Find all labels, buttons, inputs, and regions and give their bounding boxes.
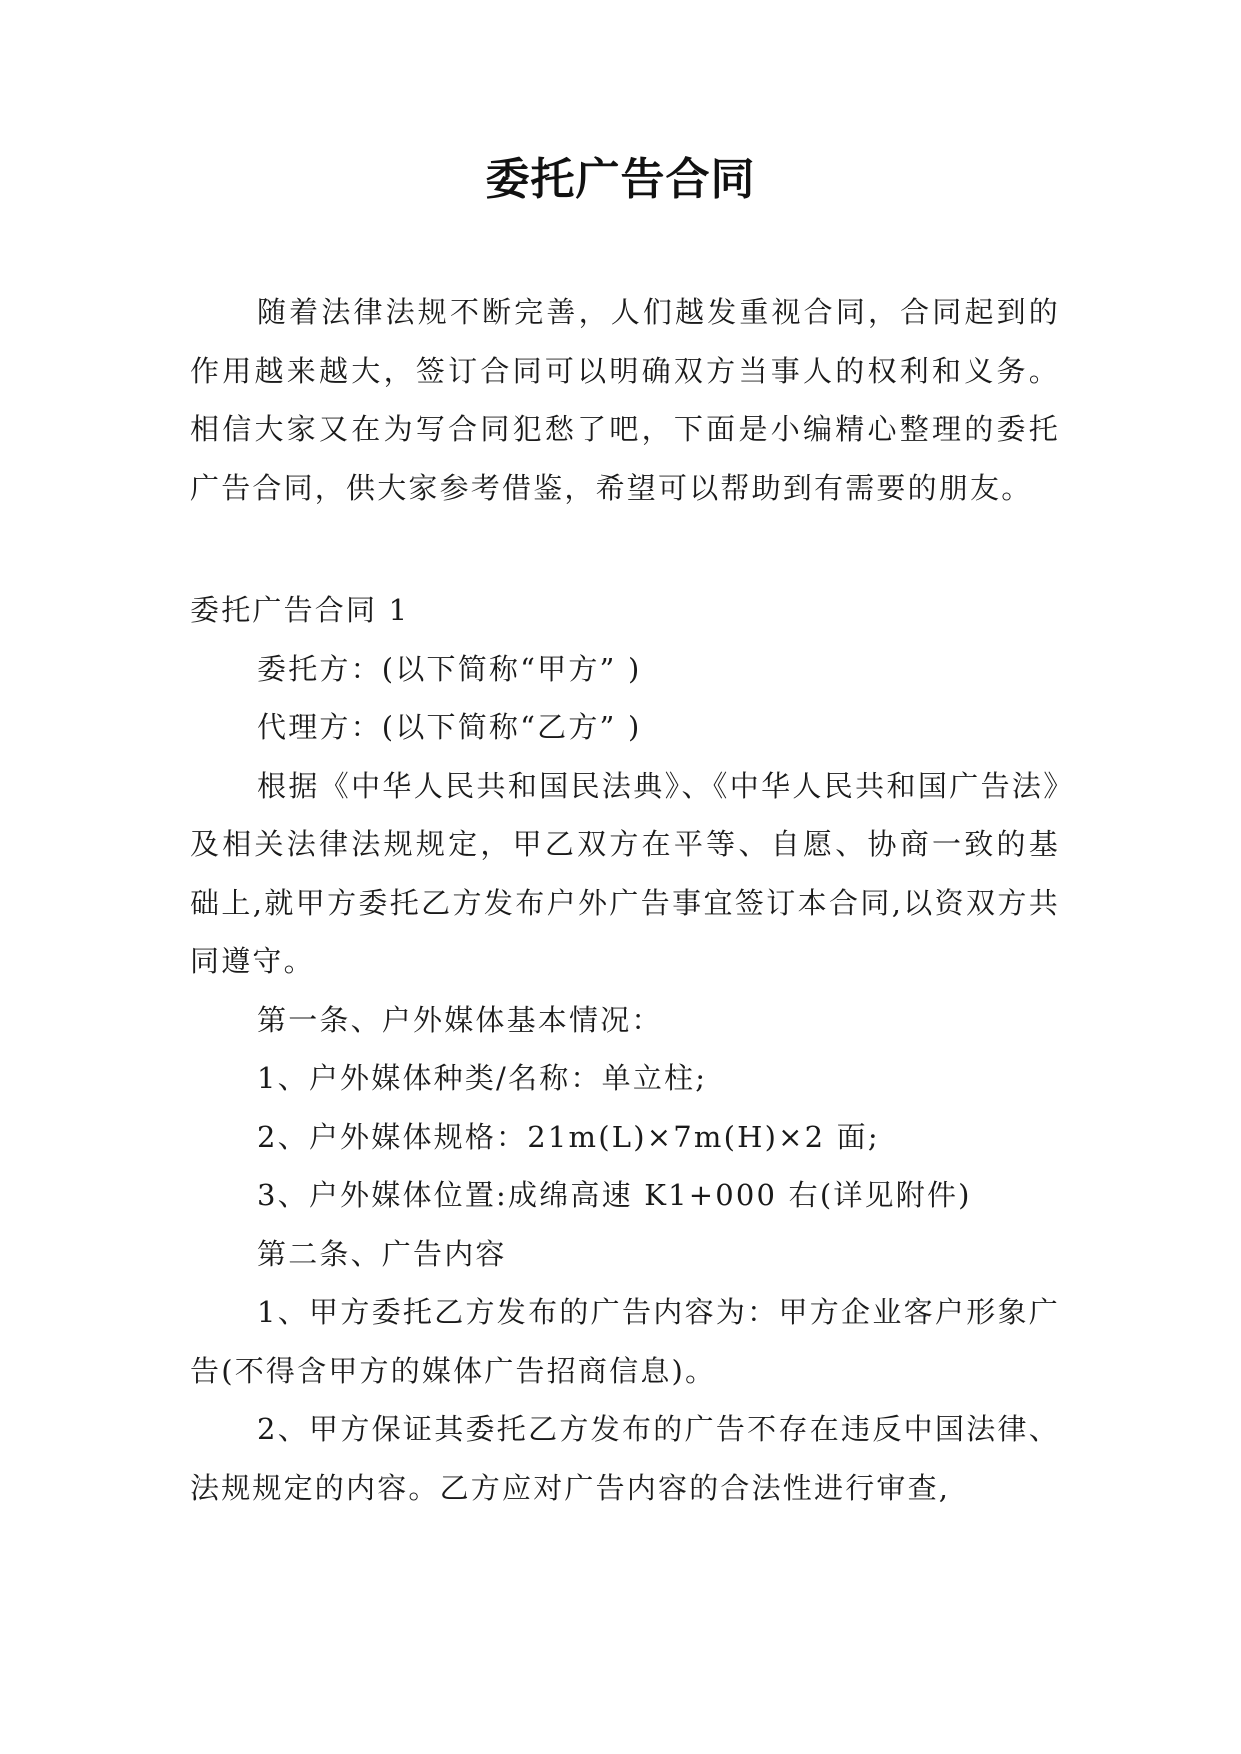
article-1-item-2: 2、户外媒体规格：21m(L)×7m(H)×2 面; (257, 1119, 880, 1154)
section-heading: 委托广告合同 1 (190, 593, 410, 627)
clause-agent: 代理方：(以下简称“乙方” ) (257, 710, 642, 744)
clause-preamble: 根据《中华人民共和国民法典》、《中华人民共和国广告法》及相关法律法规规定，甲乙双方在平等、自愿、协商一致的基础上,就甲方委托乙方发布户外广告事宜签订本合同,以资双方共同遵守。 (190, 768, 1060, 978)
article-1-item-3: 3、户外媒体位置:成绵高速 K1+000 右(详见附件) (257, 1178, 972, 1212)
article-1-item-1: 1、户外媒体种类/名称：单立柱; (257, 1061, 708, 1095)
article-1-heading: 第一条、户外媒体基本情况： (257, 1002, 663, 1037)
article-2-item-2: 2、甲方保证其委托乙方发布的广告不存在违反中国法律、法规规定的内容。乙方应对广告内容的合法性进行审查, (190, 1412, 1060, 1505)
document-title: 委托广告合同 (485, 154, 756, 205)
document-body (190, 283, 1060, 1517)
clause-client: 委托方：(以下简称“甲方” ) (257, 651, 642, 686)
intro-paragraph: 随着法律法规不断完善，人们越发重视合同，合同起到的作用越来越大，签订合同可以明确双方当事人的权利和义务。相信大家又在为写合同犯愁了吧，下面是小编精心整理的委托广告合同，供大家参考借鉴，希望可以帮助到有需要的朋友。 (190, 295, 1060, 505)
intro-section (190, 283, 1060, 517)
article-2-item-1: 1、甲方委托乙方发布的广告内容为：甲方企业客户形象广告(不得含甲方的媒体广告招商信息)。 (190, 1295, 1060, 1388)
contract-section (190, 581, 1060, 1517)
article-2-heading: 第二条、广告内容 (257, 1236, 507, 1271)
